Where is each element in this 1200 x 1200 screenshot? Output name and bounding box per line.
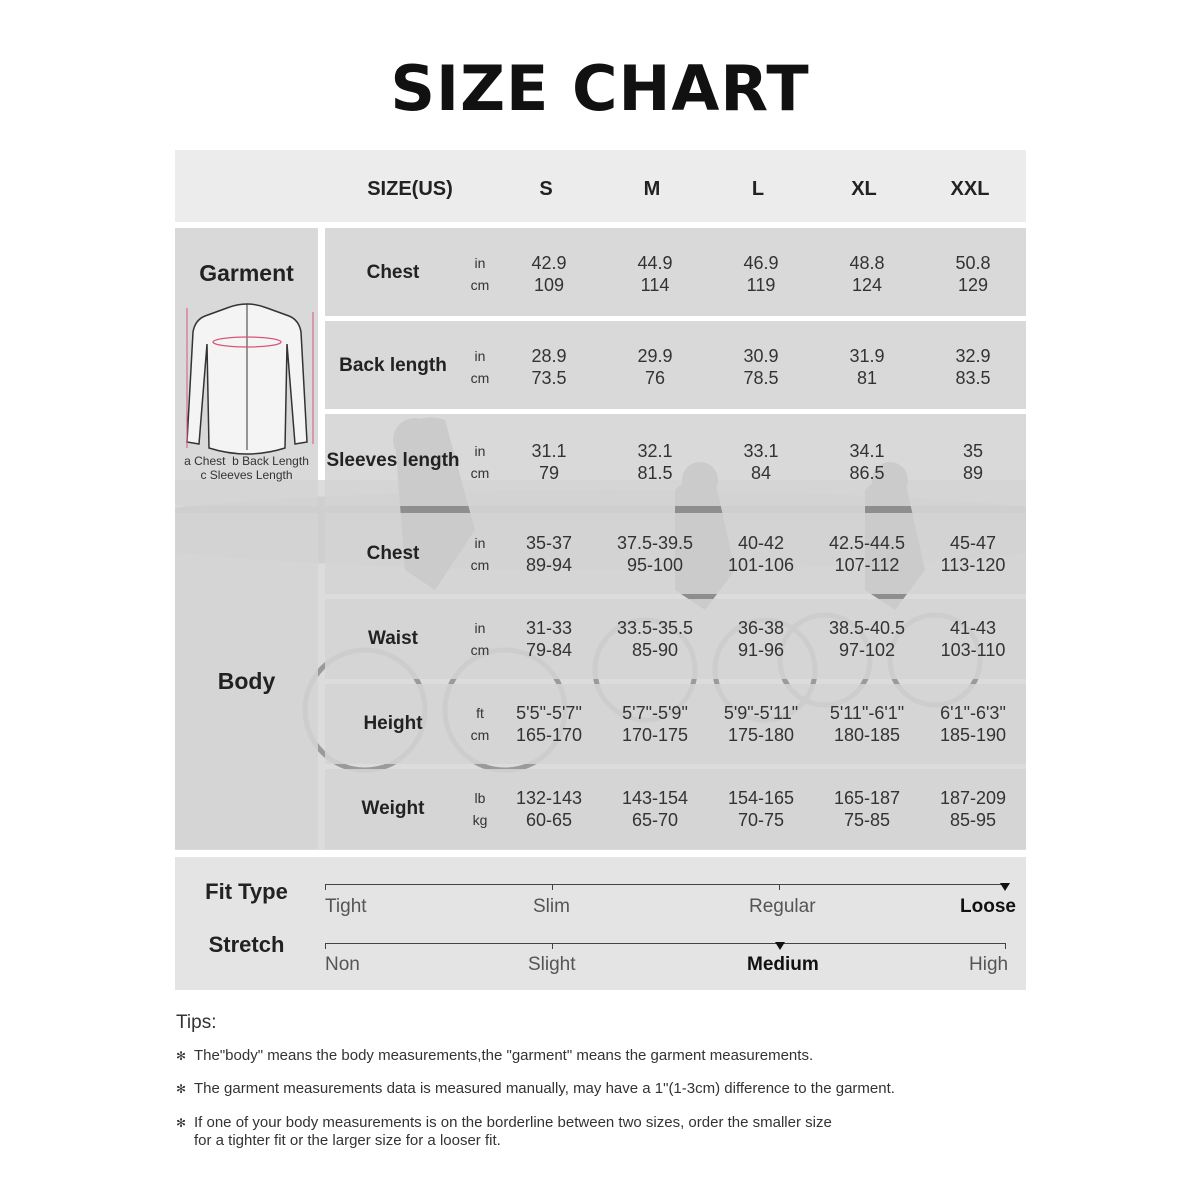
value-cell: 107-112	[834, 555, 900, 575]
value-cell: 37.5-39.5	[616, 533, 694, 553]
value-cell: 114	[640, 275, 670, 295]
value-cell: 103-110	[940, 640, 1006, 660]
bullet-icon: ✻	[176, 1082, 187, 1096]
tip-text: The"body" means the body measurements,the "garment" means the garment measurements.	[194, 1047, 814, 1064]
stretch-level-slight: Slight	[528, 954, 576, 975]
value-cell: 84	[750, 463, 772, 483]
fit-level-regular: Regular	[749, 896, 816, 917]
unit-label: in	[474, 443, 486, 459]
unit-label: cm	[470, 557, 490, 573]
value-cell: 154-165	[727, 788, 795, 808]
unit-label: cm	[470, 277, 490, 293]
legend-sleeves-length: c Sleeves Length	[200, 468, 293, 482]
value-cell: 36-38	[737, 618, 785, 638]
value-cell: 50.8	[955, 253, 991, 273]
value-cell: 85-95	[949, 810, 997, 830]
value-cell: 113-120	[940, 555, 1006, 575]
value-cell: 180-185	[833, 725, 901, 745]
stretch-level-high: High	[969, 954, 1009, 975]
value-cell: 44.9	[637, 253, 673, 273]
value-cell: 86.5	[849, 463, 885, 483]
size-chart	[175, 150, 1026, 992]
body-height-label: Height	[363, 713, 423, 734]
value-cell: 187-209	[939, 788, 1007, 808]
scale-tick	[552, 943, 553, 949]
unit-label: ft	[476, 705, 484, 721]
value-cell: 119	[746, 275, 776, 295]
size-us-header: SIZE(US)	[367, 178, 453, 200]
value-cell: 109	[533, 275, 565, 295]
value-cell: 78.5	[743, 368, 779, 388]
value-cell: 35-37	[525, 533, 573, 553]
size-header-xl: XL	[851, 178, 877, 200]
size-header-xxl: XXL	[950, 178, 990, 200]
unit-label: in	[474, 535, 486, 551]
stretch-level-medium: Medium	[747, 954, 819, 975]
value-cell: 29.9	[637, 346, 673, 366]
value-cell: 175-180	[727, 725, 795, 745]
value-cell: 95-100	[626, 555, 684, 575]
body-waist-label: Waist	[368, 628, 418, 649]
stretch-scale	[325, 943, 1006, 944]
tip-item	[176, 1114, 832, 1149]
fit-type-marker-icon	[1000, 883, 1010, 891]
scale-tick	[552, 884, 553, 890]
stretch-label: Stretch	[208, 932, 285, 957]
value-cell: 30.9	[743, 346, 779, 366]
tip-item	[176, 1047, 813, 1065]
value-cell: 5'7"-5'9"	[622, 703, 688, 723]
unit-label: cm	[470, 370, 490, 386]
value-cell: 5'9"-5'11"	[723, 703, 799, 723]
unit-label: in	[474, 255, 486, 271]
value-cell: 31.1	[531, 441, 567, 461]
value-cell: 45-47	[949, 533, 997, 553]
body-chest-label: Chest	[366, 543, 420, 564]
value-cell: 81.5	[637, 463, 673, 483]
value-cell: 73.5	[531, 368, 567, 388]
jacket-diagram-icon	[179, 298, 315, 458]
scale-tick	[325, 884, 326, 890]
value-cell: 143-154	[621, 788, 689, 808]
unit-label: cm	[470, 727, 490, 743]
value-cell: 31.9	[849, 346, 885, 366]
value-cell: 31-33	[525, 618, 573, 638]
garment-sleeves-length-label: Sleeves length	[326, 450, 460, 471]
value-cell: 41-43	[949, 618, 997, 638]
scale-tick	[779, 884, 780, 890]
fit-level-loose: Loose	[960, 896, 1016, 917]
tip-item	[176, 1080, 895, 1098]
scale-tick	[1005, 943, 1006, 949]
unit-label: lb	[474, 790, 486, 806]
value-cell: 33.5-35.5	[616, 618, 694, 638]
value-cell: 60-65	[525, 810, 573, 830]
value-cell: 48.8	[849, 253, 885, 273]
value-cell: 32.9	[955, 346, 991, 366]
value-cell: 32.1	[637, 441, 673, 461]
value-cell: 91-96	[737, 640, 785, 660]
value-cell: 165-170	[515, 725, 583, 745]
garment-label: Garment	[199, 260, 294, 286]
value-cell: 34.1	[849, 441, 885, 461]
page-title: SIZE CHART	[390, 52, 810, 125]
legend-back-length: b Back Length	[232, 454, 309, 468]
body-weight-label: Weight	[361, 798, 425, 819]
value-cell: 170-175	[621, 725, 689, 745]
value-cell: 81	[856, 368, 878, 388]
value-cell: 42.9	[531, 253, 567, 273]
size-header-m: M	[643, 178, 661, 200]
size-header-l: L	[751, 178, 765, 200]
tip-text-continued: for a tighter fit or the larger size for a looser fit.	[194, 1132, 501, 1149]
unit-label: cm	[470, 642, 490, 658]
tip-text: The garment measurements data is measured manually, may have a 1"(1-3cm) difference to the garment.	[194, 1080, 895, 1097]
stretch-level-non: Non	[325, 954, 360, 975]
bullet-icon: ✻	[176, 1116, 187, 1130]
value-cell: 65-70	[631, 810, 679, 830]
value-cell: 33.1	[743, 441, 779, 461]
garment-chest-label: Chest	[366, 262, 420, 283]
value-cell: 79-84	[525, 640, 573, 660]
scale-tick	[325, 943, 326, 949]
garment-legend	[175, 454, 318, 482]
bullet-icon: ✻	[176, 1049, 187, 1063]
tip-text: If one of your body measurements is on the borderline between two sizes, order the smaller size	[194, 1114, 832, 1131]
garment-back-length-label: Back length	[339, 355, 447, 376]
value-cell: 28.9	[531, 346, 567, 366]
value-cell: 185-190	[939, 725, 1007, 745]
value-cell: 35	[962, 441, 984, 461]
unit-label: cm	[470, 465, 490, 481]
value-cell: 38.5-40.5	[828, 618, 906, 638]
value-cell: 89-94	[525, 555, 573, 575]
value-cell: 165-187	[833, 788, 901, 808]
value-cell: 97-102	[838, 640, 896, 660]
value-cell: 46.9	[743, 253, 779, 273]
fit-type-scale	[325, 884, 1006, 885]
body-label: Body	[217, 668, 276, 694]
value-cell: 76	[644, 368, 666, 388]
value-cell: 89	[962, 463, 984, 483]
fit-level-slim: Slim	[533, 896, 570, 917]
value-cell: 83.5	[955, 368, 991, 388]
value-cell: 6'1"-6'3"	[940, 703, 1006, 723]
fit-type-label: Fit Type	[205, 879, 288, 904]
value-cell: 75-85	[843, 810, 891, 830]
value-cell: 124	[851, 275, 883, 295]
tips-title: Tips:	[176, 1012, 217, 1033]
unit-label: kg	[472, 812, 488, 828]
legend-chest: a Chest	[184, 454, 226, 468]
stretch-marker-icon	[775, 942, 785, 950]
size-header-s: S	[539, 178, 553, 200]
value-cell: 5'11"-6'1"	[829, 703, 905, 723]
value-cell: 40-42	[737, 533, 785, 553]
value-cell: 129	[957, 275, 989, 295]
value-cell: 101-106	[727, 555, 795, 575]
value-cell: 5'5"-5'7"	[516, 703, 582, 723]
value-cell: 42.5-44.5	[828, 533, 906, 553]
unit-label: in	[474, 348, 486, 364]
value-cell: 132-143	[515, 788, 583, 808]
value-cell: 85-90	[631, 640, 679, 660]
fit-stretch-panel	[175, 857, 1026, 990]
unit-label: in	[474, 620, 486, 636]
fit-level-tight: Tight	[325, 896, 367, 917]
value-cell: 70-75	[737, 810, 785, 830]
value-cell: 79	[538, 463, 560, 483]
